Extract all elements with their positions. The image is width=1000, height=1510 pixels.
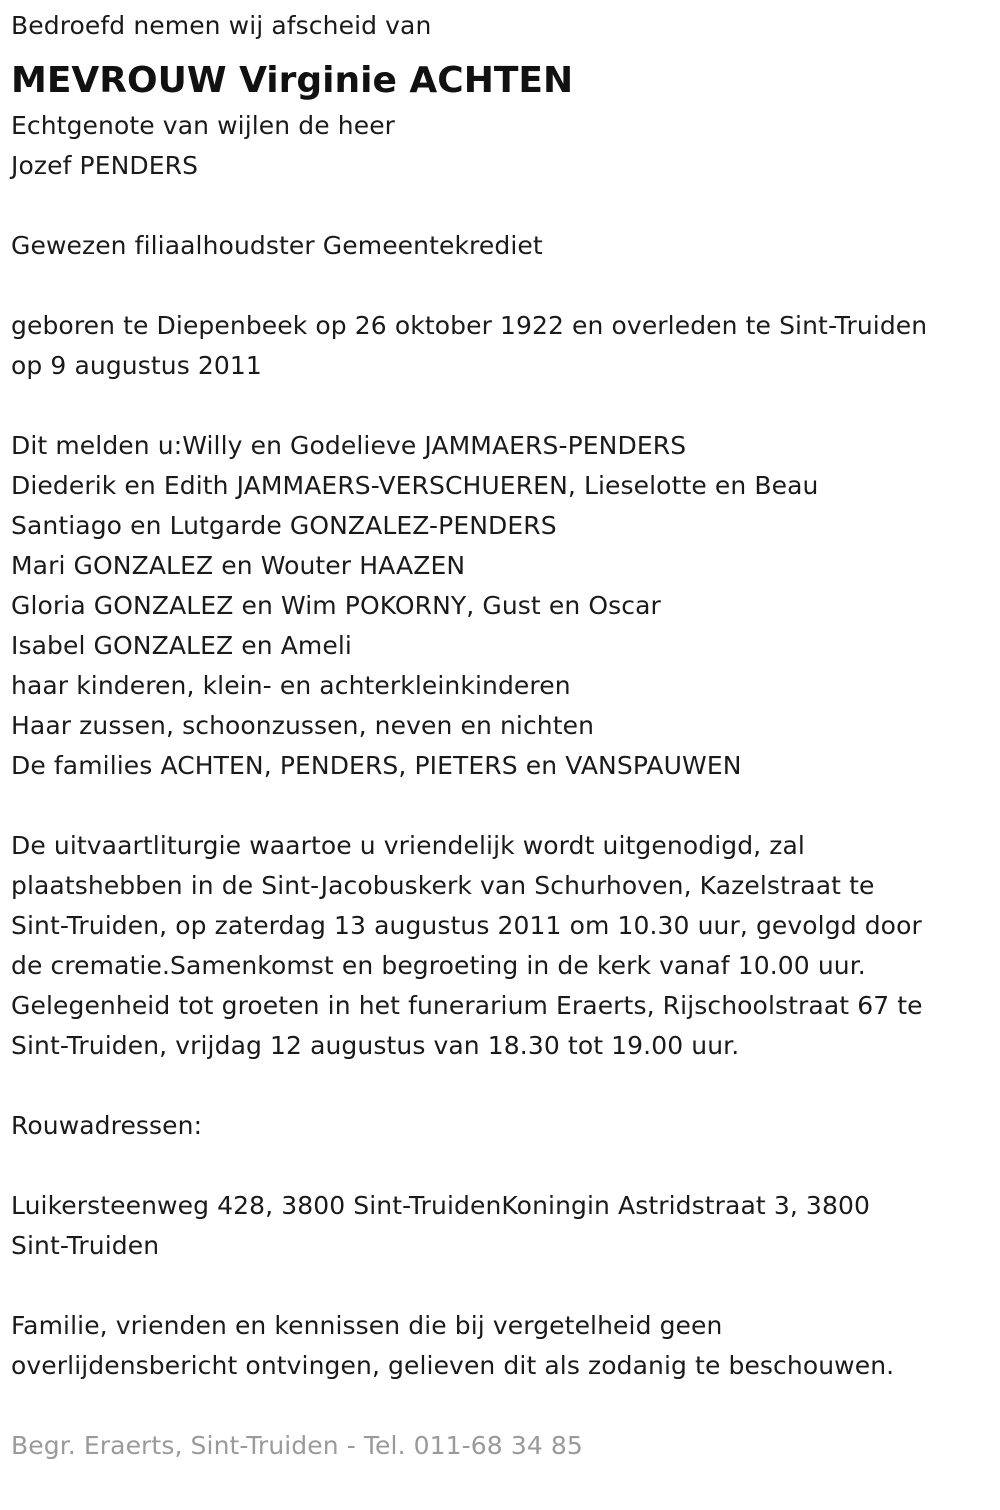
funeral-line: Gelegenheid tot groeten in het funerarium Eraerts, Rijschoolstraat 67 te [11, 991, 923, 1020]
address-line: Luikersteenweg 428, 3800 Sint-TruidenKoningin Astridstraat 3, 3800 [11, 1191, 870, 1220]
closing-line: Familie, vrienden en kennissen die bij vergetelheid geen [11, 1311, 723, 1340]
funeral-line: plaatshebben in de Sint-Jacobuskerk van Schurhoven, Kazelstraat te [11, 871, 875, 900]
announcer-line: haar kinderen, klein- en achterkleinkinderen [11, 671, 571, 700]
announcer-line: Gloria GONZALEZ en Wim POKORNY, Gust en Oscar [11, 591, 661, 620]
spacer [11, 786, 1000, 826]
announcer-line: Dit melden u:Willy en Godelieve JAMMAERS-PENDERS [11, 431, 687, 460]
funeral-line: De uitvaartliturgie waartoe u vriendelijk wordt uitgenodigd, zal [11, 831, 805, 860]
deceased-name: MEVROUW Virginie ACHTEN [11, 60, 574, 101]
spacer [11, 1066, 1000, 1106]
announcer-line: Diederik en Edith JAMMAERS-VERSCHUEREN, Lieselotte en Beau [11, 471, 819, 500]
funeral-home-footer: Begr. Eraerts, Sint-Truiden - Tel. 011-68 34 85 [11, 1431, 583, 1460]
birth-death-line: geboren te Diepenbeek op 26 oktober 1922 en overleden te Sint-Truiden [11, 311, 928, 340]
spacer [11, 386, 1000, 426]
occupation-text: Gewezen filiaalhoudster Gemeentekrediet [11, 231, 543, 260]
funeral-line: Sint-Truiden, op zaterdag 13 augustus 2011 om 10.30 uur, gevolgd door [11, 911, 922, 940]
announcer-line: De families ACHTEN, PENDERS, PIETERS en VANSPAUWEN [11, 751, 742, 780]
intro-text: Bedroefd nemen wij afscheid van [11, 11, 432, 40]
spacer [11, 1386, 1000, 1426]
spouse-line: Jozef PENDERS [11, 151, 199, 180]
funeral-line: de crematie.Samenkomst en begroeting in de kerk vanaf 10.00 uur. [11, 951, 866, 980]
funeral-line: Sint-Truiden, vrijdag 12 augustus van 18.30 tot 19.00 uur. [11, 1031, 740, 1060]
addresses-label: Rouwadressen: [11, 1111, 203, 1140]
spacer [11, 1146, 1000, 1186]
address-line: Sint-Truiden [11, 1231, 160, 1260]
birth-death-line: op 9 augustus 2011 [11, 351, 262, 380]
announcer-line: Santiago en Lutgarde GONZALEZ-PENDERS [11, 511, 557, 540]
spouse-line: Echtgenote van wijlen de heer [11, 111, 396, 140]
spacer [11, 186, 1000, 226]
announcer-line: Haar zussen, schoonzussen, neven en nichten [11, 711, 595, 740]
spacer [11, 1266, 1000, 1306]
announcer-line: Mari GONZALEZ en Wouter HAAZEN [11, 551, 466, 580]
spacer [11, 266, 1000, 306]
closing-line: overlijdensbericht ontvingen, gelieven dit als zodanig te beschouwen. [11, 1351, 895, 1380]
announcer-line: Isabel GONZALEZ en Ameli [11, 631, 352, 660]
